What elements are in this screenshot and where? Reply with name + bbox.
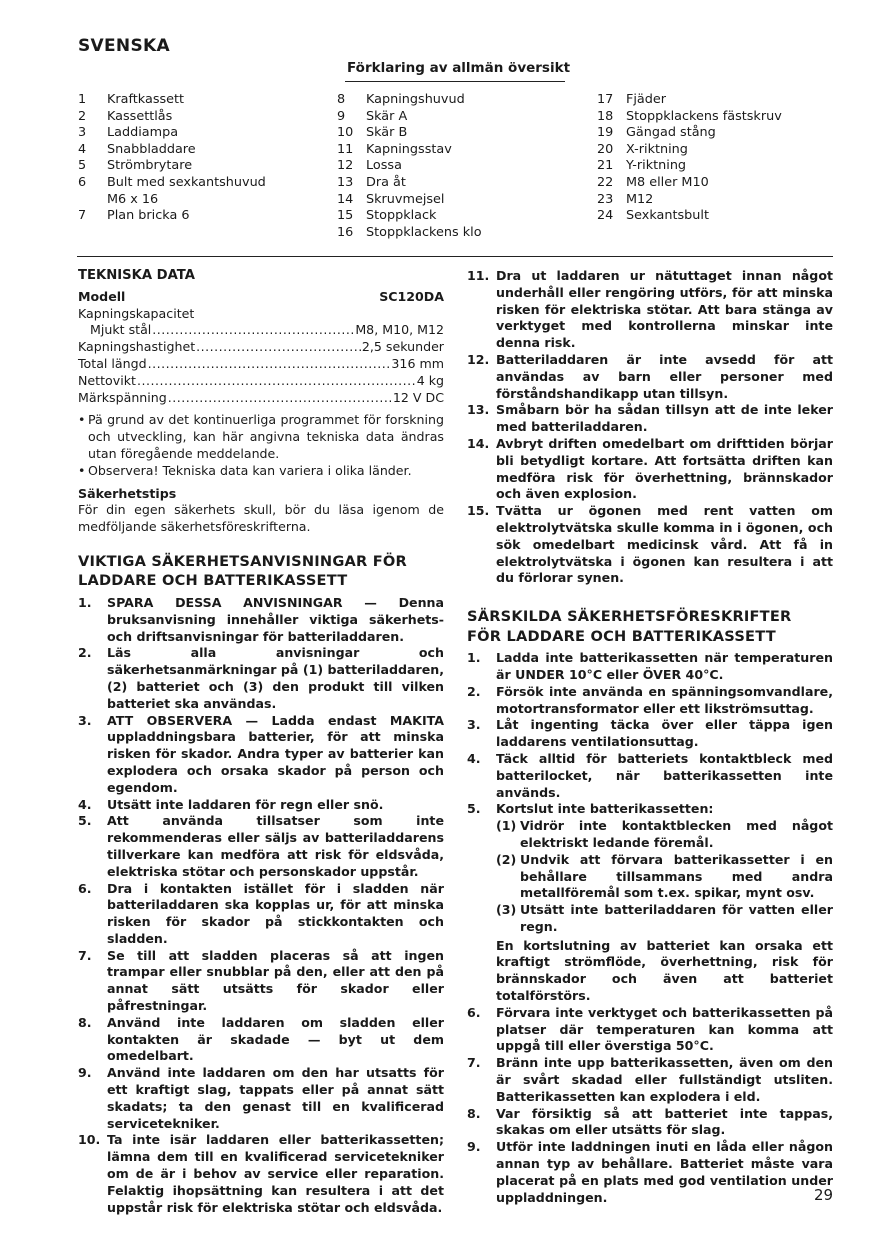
item-text: Använd inte laddaren om sladden eller kontakten är skadade — byt ut dem omedelbart. bbox=[107, 1014, 444, 1064]
bullet-icon: • bbox=[78, 412, 86, 428]
model-value: SC120DA bbox=[379, 288, 444, 304]
important-instructions-list bbox=[78, 595, 444, 1216]
model-row bbox=[78, 289, 444, 306]
list-item: 5. Kortslut inte batterikassetten: (1) Vidrör inte kontaktblecken med något elektriskt ledande föremål. (2) Undvik att förvara batterikassetter i en behållare tillsammans med andra metallföremål som t.ex. spikar, mynt osv. (3) Utsätt inte batteriladdaren för vatten eller regn. En kortslutning av batteriet kan orsaka ett kraftigt strömflöde, överhettning, risk för brännskador och även att batteriet totalförstörs. bbox=[467, 801, 833, 1004]
item-number: 13 bbox=[337, 174, 354, 190]
item-text: Utsätt inte laddaren för regn eller snö. bbox=[107, 796, 384, 812]
list-item bbox=[467, 268, 833, 352]
item-number: 7 bbox=[78, 208, 87, 224]
overview-column-1 bbox=[78, 92, 266, 225]
item-text: Strömbrytare bbox=[107, 158, 193, 174]
list-item bbox=[78, 1015, 444, 1065]
item-number: 4 bbox=[78, 141, 87, 157]
short-circuit-note: En kortslutning av batteriet kan orsaka ett kraftigt strömflöde, överhettning, risk för brännskador och även att batteriet totalförstörs. bbox=[496, 937, 833, 1004]
item-text: Batteriladdaren är inte avsedd för att användas av barn eller personer med förståndshandikapp utan tillsyn. bbox=[496, 351, 833, 401]
overview-item bbox=[78, 109, 266, 126]
list-item bbox=[78, 1132, 444, 1216]
list-item: 9. Utför inte laddningen inuti en låda eller någon annan typ av behållare. Batteriet måste vara placerat på en plats med god ventilation under uppladdningen. bbox=[467, 1139, 833, 1205]
tech-data-heading: TEKNISKA DATA bbox=[78, 268, 195, 283]
item-number: 12 bbox=[337, 158, 354, 174]
model-label: Modell bbox=[78, 288, 126, 304]
overview-column-2 bbox=[337, 92, 482, 241]
item-number: 16 bbox=[337, 224, 354, 240]
item-text: Använd inte laddaren om den har utsatts för ett kraftigt slag, tappats eller på annat sätt skadats; ta den genast till en kvalificerad servicetekniker. bbox=[107, 1065, 444, 1131]
item-text: Fjäder bbox=[626, 92, 667, 107]
item-number: 1. bbox=[78, 594, 92, 610]
list-item bbox=[78, 595, 444, 645]
item-text: Tvätta ur ögonen med rent vatten om elektrolytvätska skulle komma in i ögonen, och sök omedelbart medicinsk vård. Att få in elektrolytvätska i ögonen kan resultera i att du förlorar synen. bbox=[496, 503, 833, 586]
continued-instructions-list bbox=[467, 268, 833, 587]
spec-label: Mjukt stål bbox=[90, 322, 152, 338]
overview-item bbox=[337, 208, 482, 225]
item-text: Skär A bbox=[366, 108, 408, 124]
item-text: Ta inte isär laddaren eller batterikassetten; lämna dem till en kvalificerad servicetekniker om de är i behov av service eller reparation. Felaktig ihopsättning kan resultera i att det uppstår risk för elektriska stötar och eldsvåda. bbox=[107, 1132, 444, 1215]
item-text: Småbarn bör ha sådan tillsyn att de inte leker med batteriladdaren. bbox=[496, 402, 833, 435]
spec-row-length bbox=[78, 356, 444, 373]
item-text: Kassettlås bbox=[107, 108, 173, 124]
item-text: Kapningshuvud bbox=[366, 92, 465, 107]
list-item bbox=[78, 645, 444, 712]
spec-value: 12 V DC bbox=[392, 389, 444, 405]
item-text: SPARA DESSA ANVISNINGAR — Denna bruksanvisning innehåller viktiga säkerhets- och driftsanvisningar för batteriladdaren. bbox=[107, 594, 444, 644]
list-item bbox=[78, 797, 444, 814]
spec-value: M8, M10, M12 bbox=[355, 322, 444, 338]
list-item bbox=[78, 881, 444, 948]
item-number: 15. bbox=[467, 503, 490, 519]
item-number: 12. bbox=[467, 351, 490, 367]
item-number: 15 bbox=[337, 208, 354, 224]
leader-dots bbox=[137, 373, 416, 390]
overview-item bbox=[337, 125, 482, 142]
tech-note: • Pä grund av det kontinuerliga programmet för forskning och utveckling, kan här angivna tekniska data ändras utan föregående meddelande. bbox=[78, 412, 444, 461]
item-text: Y-riktning bbox=[626, 158, 687, 174]
item-text: Bult med sexkantshuvud bbox=[107, 174, 266, 190]
spec-value: 2,5 sekunder bbox=[361, 339, 444, 355]
item-number: 19 bbox=[597, 125, 614, 141]
list-item bbox=[78, 813, 444, 880]
item-number: 13. bbox=[467, 402, 490, 418]
list-item: 3. Låt ingenting täcka över eller täppa igen laddarens ventilationsuttag. bbox=[467, 717, 833, 750]
list-item bbox=[467, 402, 833, 436]
spec-value: 316 mm bbox=[391, 355, 444, 371]
overview-item bbox=[337, 92, 482, 109]
item-text: Snabbladdare bbox=[107, 141, 196, 157]
spec-label: Kapningshastighet bbox=[78, 339, 196, 355]
right-column bbox=[467, 268, 833, 1206]
list-item: 2. Försök inte använda en spänningsomvandlare, motortransformator eller ett likströmsuttag. bbox=[467, 683, 833, 716]
spec-label: Total längd bbox=[78, 355, 147, 371]
overview-item bbox=[78, 175, 266, 192]
item-text: ATT OBSERVERA — Ladda endast MAKITA uppladdningsbara batterier, för att minska risken för skador. Andra typer av batterier kan explodera och orsaka skador på person och egendom. bbox=[107, 712, 444, 795]
spec-row-weight bbox=[78, 373, 444, 390]
overview-item bbox=[597, 142, 782, 159]
overview-item bbox=[597, 125, 782, 142]
spec-label: Nettovikt bbox=[78, 372, 136, 388]
special-instructions-list bbox=[467, 650, 833, 1206]
item-text: Kraftkassett bbox=[107, 92, 185, 107]
item-number: 18 bbox=[597, 108, 614, 124]
overview-item bbox=[78, 208, 266, 225]
item-number: 1 bbox=[78, 92, 87, 107]
overview-item bbox=[337, 109, 482, 126]
item-number: 17 bbox=[597, 92, 614, 107]
item-number: 10 bbox=[337, 125, 354, 141]
item-number: 7. bbox=[78, 947, 92, 963]
spec-row-steel bbox=[78, 322, 444, 339]
item-text: Se till att sladden placeras så att ingen trampar eller snubblar på den, eller att den på annat sätt utsätts för skador eller påfrestningar. bbox=[107, 947, 444, 1014]
sub-item: (1) Vidrör inte kontaktblecken med något elektriskt ledande föremål. bbox=[496, 818, 833, 850]
item-text: Laddiampa bbox=[107, 125, 179, 141]
item-number: 21 bbox=[597, 158, 614, 174]
item-number: 3 bbox=[78, 125, 87, 141]
overview-item bbox=[597, 192, 782, 209]
overview-column-3 bbox=[597, 92, 782, 225]
overview-item bbox=[597, 109, 782, 126]
section-divider bbox=[77, 256, 833, 257]
overview-title: Förklaring av allmän översikt bbox=[347, 60, 571, 76]
list-item bbox=[78, 713, 444, 797]
item-number: 6 bbox=[78, 174, 87, 190]
left-column bbox=[78, 268, 444, 1216]
item-number: 23 bbox=[597, 191, 614, 207]
item-number: 6. bbox=[78, 880, 92, 896]
item-text: Dra åt bbox=[366, 174, 406, 190]
overview-item bbox=[337, 175, 482, 192]
leader-dots bbox=[152, 322, 354, 339]
sub-item: (2) Undvik att förvara batterikassetter i en behållare tillsammans med andra metallföremål som t.ex. spikar, mynt osv. bbox=[496, 851, 833, 901]
overview-item bbox=[337, 192, 482, 209]
overview-item bbox=[78, 192, 266, 209]
list-item bbox=[78, 948, 444, 1015]
spec-row-speed bbox=[78, 339, 444, 356]
overview-title-underline bbox=[345, 81, 565, 82]
item-number: 2 bbox=[78, 108, 87, 124]
overview-item bbox=[337, 142, 482, 159]
tech-note: • Observera! Tekniska data kan variera i olika länder. bbox=[78, 462, 412, 478]
item-number: 24 bbox=[597, 208, 614, 224]
tech-notes bbox=[78, 412, 444, 479]
item-text: Dra i kontakten istället för i sladden när batteriladdaren ska kopplas ur, för att minska risken för skador på stickkontakten och sladden. bbox=[107, 880, 444, 946]
item-text: Stoppklackens fästskruv bbox=[626, 108, 782, 124]
item-text: Skär B bbox=[366, 125, 408, 141]
item-text: Avbryt driften omedelbart om drifttiden börjar bli betydligt kortare. Att fortsätta driften kan medföra risk för överhettning, brännskador och även explosion. bbox=[496, 435, 833, 502]
overview-item bbox=[597, 208, 782, 225]
overview-item bbox=[597, 175, 782, 192]
language-heading: SVENSKA bbox=[78, 36, 170, 56]
spec-row-voltage bbox=[78, 390, 444, 407]
item-number: 4. bbox=[78, 796, 92, 812]
list-item: 7. Bränn inte upp batterikassetten, även om den är svårt skadad eller fullständigt utsliten. Batterikassetten kan explodera i eld. bbox=[467, 1055, 833, 1104]
item-text: Stoppklack bbox=[366, 208, 437, 224]
item-text: Gängad stång bbox=[626, 125, 716, 141]
list-item bbox=[78, 1065, 444, 1132]
capacity-label: Kapningskapacitet bbox=[78, 305, 195, 321]
item-number: 5 bbox=[78, 158, 87, 174]
list-item bbox=[467, 436, 833, 503]
overview-item bbox=[78, 142, 266, 159]
important-instructions-heading: VIKTIGA SÄKERHETSANVISNINGAR FÖR LADDARE OCH BATTERIKASSETT bbox=[78, 552, 407, 590]
item-number: 14 bbox=[337, 191, 354, 207]
safety-tips-heading: Säkerhetstips bbox=[78, 485, 177, 501]
overview-item bbox=[337, 225, 482, 242]
leader-dots bbox=[168, 390, 392, 407]
overview-item bbox=[597, 92, 782, 109]
item-text: Kapningsstav bbox=[366, 141, 452, 157]
item-number bbox=[78, 192, 107, 209]
overview-item bbox=[78, 92, 266, 109]
item-number: 10. bbox=[78, 1132, 101, 1148]
item-number: 8 bbox=[337, 92, 346, 107]
item-text: X-riktning bbox=[626, 141, 688, 157]
item-text: Plan bricka 6 bbox=[107, 208, 190, 224]
overview-item bbox=[78, 158, 266, 175]
item-number: 20 bbox=[597, 141, 614, 157]
page-number: 29 bbox=[814, 1186, 834, 1204]
item-text: M8 eller M10 bbox=[626, 174, 709, 190]
item-number: 2. bbox=[78, 645, 92, 661]
list-item bbox=[467, 352, 833, 402]
item-number: 11. bbox=[467, 268, 490, 283]
leader-dots bbox=[196, 339, 361, 356]
special-instructions-heading: SÄRSKILDA SÄKERHETSFÖRESKRIFTER FÖR LADDARE OCH BATTERIKASSETT bbox=[467, 608, 792, 645]
bullet-icon: • bbox=[78, 462, 86, 478]
spec-value: 4 kg bbox=[416, 372, 444, 388]
item-text: Lossa bbox=[366, 158, 402, 174]
item-number: 5. bbox=[78, 813, 92, 829]
list-item: 4. Täck alltid för batteriets kontaktbleck med batterilocket, när batterikassetten inte används. bbox=[467, 750, 833, 800]
overview-item bbox=[78, 125, 266, 142]
item-text: Att använda tillsatser som inte rekommenderas eller säljs av batteriladdarens tillverkare kan medföra att risk för eldsvåda, elektriska stötar och personskador uppstår. bbox=[107, 813, 444, 879]
item-number: 14. bbox=[467, 435, 490, 451]
spec-label: Märkspänning bbox=[78, 389, 167, 405]
list-item: 6. Förvara inte verktyget och batterikassetten på platser där temperaturen kan komma att uppgå till eller överstiga 50°C. bbox=[467, 1004, 833, 1054]
item-text: M12 bbox=[626, 191, 654, 207]
item-number: 9 bbox=[337, 108, 346, 124]
item-number: 8. bbox=[78, 1014, 92, 1030]
list-item: 1. Ladda inte batterikassetten när temperaturen är UNDER 10°C eller ÖVER 40°C. bbox=[467, 650, 833, 682]
safety-tips-text: För din egen säkerhets skull, bör du läsa igenom de medföljande säkerhetsföreskrifterna. bbox=[78, 502, 444, 535]
item-number: 9. bbox=[78, 1065, 92, 1081]
item-text: Läs alla anvisningar och säkerhetsanmärkningar på (1) batteriladdaren, (2) batteriet och (3) den produkt till vilken batteriet ska användas. bbox=[107, 645, 444, 711]
list-item bbox=[467, 503, 833, 587]
item-text: M6 x 16 bbox=[107, 191, 159, 207]
item-number: 11 bbox=[337, 141, 354, 157]
item-text: Skruvmejsel bbox=[366, 191, 445, 207]
leader-dots bbox=[148, 356, 391, 373]
sub-item: (3) Utsätt inte batteriladdaren för vatten eller regn. bbox=[496, 902, 833, 934]
item-text: Dra ut laddaren ur nätuttaget innan något underhåll eller rengöring utförs, för att minska risken för elektriska stötar. Att bara stänga av verktyget med kontrollerna minskar inte denna risk. bbox=[496, 268, 833, 351]
item-text: Stoppklackens klo bbox=[366, 224, 482, 240]
overview-item bbox=[337, 158, 482, 175]
list-item: 8. Var försiktig så att batteriet inte tappas, skakas om eller utsätts för slag. bbox=[467, 1105, 833, 1138]
item-text: Sexkantsbult bbox=[626, 208, 709, 224]
overview-item bbox=[597, 158, 782, 175]
item-number: 22 bbox=[597, 174, 614, 190]
item-number: 3. bbox=[78, 712, 92, 728]
